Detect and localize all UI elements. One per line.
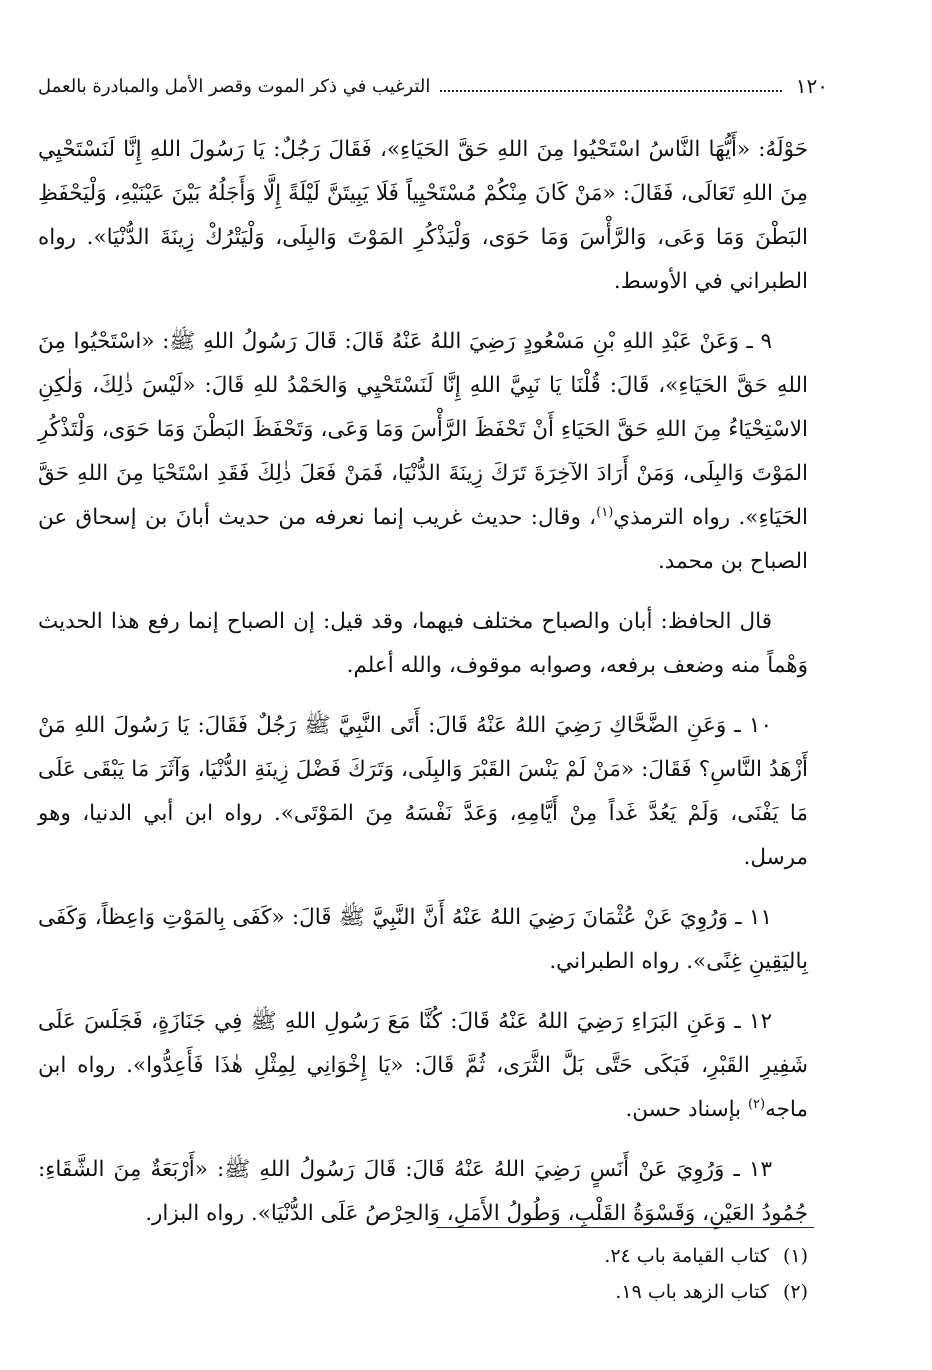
footnote-2-mark: (٢) — [782, 1281, 808, 1303]
footnote-2 — [38, 1274, 808, 1310]
footnote-2-text: كتاب الزهد باب ١٩. — [615, 1281, 769, 1303]
footnote-1-text: كتاب القيامة باب ٢٤. — [604, 1245, 769, 1267]
page-number: ١٢٠ — [795, 74, 828, 98]
leader-dots — [440, 80, 781, 92]
hadith-11: ١١ ـ وَرُوِيَ عَنْ عُثْمَانَ رَضِيَ اللهُ عَنْهُ أَنَّ النَّبِيَّ ﷺ قَالَ: «كَفَى بِالمَوْتِ وَاعِظاً، وَكَفَى بِاليَقِينِ غِنًى». رواه الطبراني. — [38, 905, 808, 974]
hadith-12 — [38, 1000, 808, 1132]
footnote-ref-2: (٢) — [747, 1096, 766, 1112]
footnote-1-mark: (١) — [782, 1245, 808, 1267]
hadith-9-grading: ، وقال: حديث غريب إنما نعرفه من حديث أبانَ بن إسحاق عن الصباح بن محمد. — [38, 505, 808, 574]
footnote-divider — [436, 1227, 814, 1228]
footnote-1 — [38, 1238, 808, 1274]
running-header — [38, 74, 828, 98]
hadith-12-text: ١٢ ـ وَعَنِ البَرَاءِ رَضِيَ اللهُ عَنْهُ قَالَ: كُنَّا مَعَ رَسُولِ اللهِ ﷺ فِي جَنَازَةٍ، فَجَلَسَ عَلَى شَفِيرِ القَبْرِ، فَبَكَى حَتَّى بَلَّ الثَّرَى، ثُمَّ قَالَ: «يَا إِخْوَانِي لِمِثْلِ هٰذَا فَأَعِدُّوا». رواه ابن ماجه — [38, 1009, 808, 1122]
footnote-ref-1: (١) — [596, 504, 614, 520]
page-body — [38, 128, 808, 1252]
hadith-10: ١٠ ـ وَعَنِ الضَّحَّاكِ رَضِيَ اللهُ عَنْهُ قَالَ: أَتَى النَّبِيَّ ﷺ رَجُلٌ فَقَالَ: يَا رَسُولَ اللهِ مَنْ أَزْهَدُ النَّاسِ؟ فَقَالَ: «مَنْ لَمْ يَنْسَ القَبْرَ وَالبِلَى، وَتَرَكَ فَضْلَ زِينَةِ الدُّنْيَا، وَآثَرَ مَا يَبْقَى عَلَى مَا يَفْنَى، وَلَمْ يَعُدَّ غَداً مِنْ أَيَّامِهِ، وَعَدَّ نَفْسَهُ مِنَ المَوْتَى». رواه ابن أبي الدنيا، وهو مرسل. — [38, 713, 808, 870]
hadith-9-text: ٩ ـ وَعَنْ عَبْدِ اللهِ بْنِ مَسْعُودٍ رَضِيَ اللهُ عَنْهُ قَالَ: قَالَ رَسُولُ اللهِ ﷺ: «اسْتَحْيُوا مِنَ اللهِ حَقَّ الحَيَاءِ»، قَالَ: قُلْنَا يَا نَبِيَّ اللهِ إِنَّا لَنَسْتَحْيِي وَالحَمْدُ للهِ قَالَ: «لَيْسَ ذٰلِكَ، وَلٰكِنِ الاسْتِحْيَاءُ مِنَ اللهِ حَقَّ الحَيَاءِ أَنْ تَحْفَظَ الرَّأْسَ وَمَا وَعَى، وَتَحْفَظَ البَطْنَ وَمَا حَوَى، وَلْتَذْكُرِ المَوْتَ وَالبِلَى، وَمَنْ أَرَادَ الآخِرَةَ تَرَكَ زِينَةَ الدُّنْيَا، فَمَنْ فَعَلَ ذٰلِكَ فَقَدِ اسْتَحْيَا مِنَ اللهِ حَقَّ الحَيَاءِ». رواه الترمذي — [38, 329, 808, 530]
hadith-12-grading: بإسناد حسن. — [625, 1097, 748, 1122]
hadith-9 — [38, 320, 808, 584]
footnotes — [38, 1238, 808, 1310]
hadith-13: ١٣ ـ وَرُوِيَ عَنْ أَنَسٍ رَضِيَ اللهُ عَنْهُ قَالَ: قَالَ رَسُولُ اللهِ ﷺ: «أَرْبَعَةٌ مِنَ الشَّقَاءِ: جُمُودُ العَيْنِ، وَقَسْوَةُ القَلْبِ، وَطُولُ الأَمَلِ، وَالحِرْصُ عَلَى الدُّنْيَا». رواه البزار. — [38, 1157, 808, 1226]
hafiz-comment: قال الحافظ: أبان والصباح مختلف فيهما، وقد قيل: إن الصباح إنما رفع هذا الحديث وَهْماً منه وضعف برفعه، وصوابه موقوف، والله أعلم. — [38, 609, 808, 678]
paragraph-continuation: حَوْلَهُ: «أَيُّهَا النَّاسُ اسْتَحْيُوا مِنَ اللهِ حَقَّ الحَيَاءِ»، فَقَالَ رَجُلٌ: يَا رَسُولَ اللهِ إِنَّا لَنَسْتَحْيِي مِنَ اللهِ تَعَالَى، فَقَالَ: «مَنْ كَانَ مِنْكُمْ مُسْتَحْيِياً فَلَا يَبِيتَنَّ لَيْلَةً إِلَّا وَأَجَلُهُ بَيْنَ عَيْنَيْهِ، وَلْيَحْفَظِ البَطْنَ وَمَا وَعَى، وَالرَّأْسَ وَمَا حَوَى، وَلْيَذْكُرِ المَوْتَ وَالبِلَى، وَلْيَتْرُكْ زِينَةَ الدُّنْيَا». رواه الطبراني في الأوسط. — [38, 137, 808, 294]
running-title: الترغيب في ذكر الموت وقصر الأمل والمبادرة بالعمل — [38, 75, 431, 97]
